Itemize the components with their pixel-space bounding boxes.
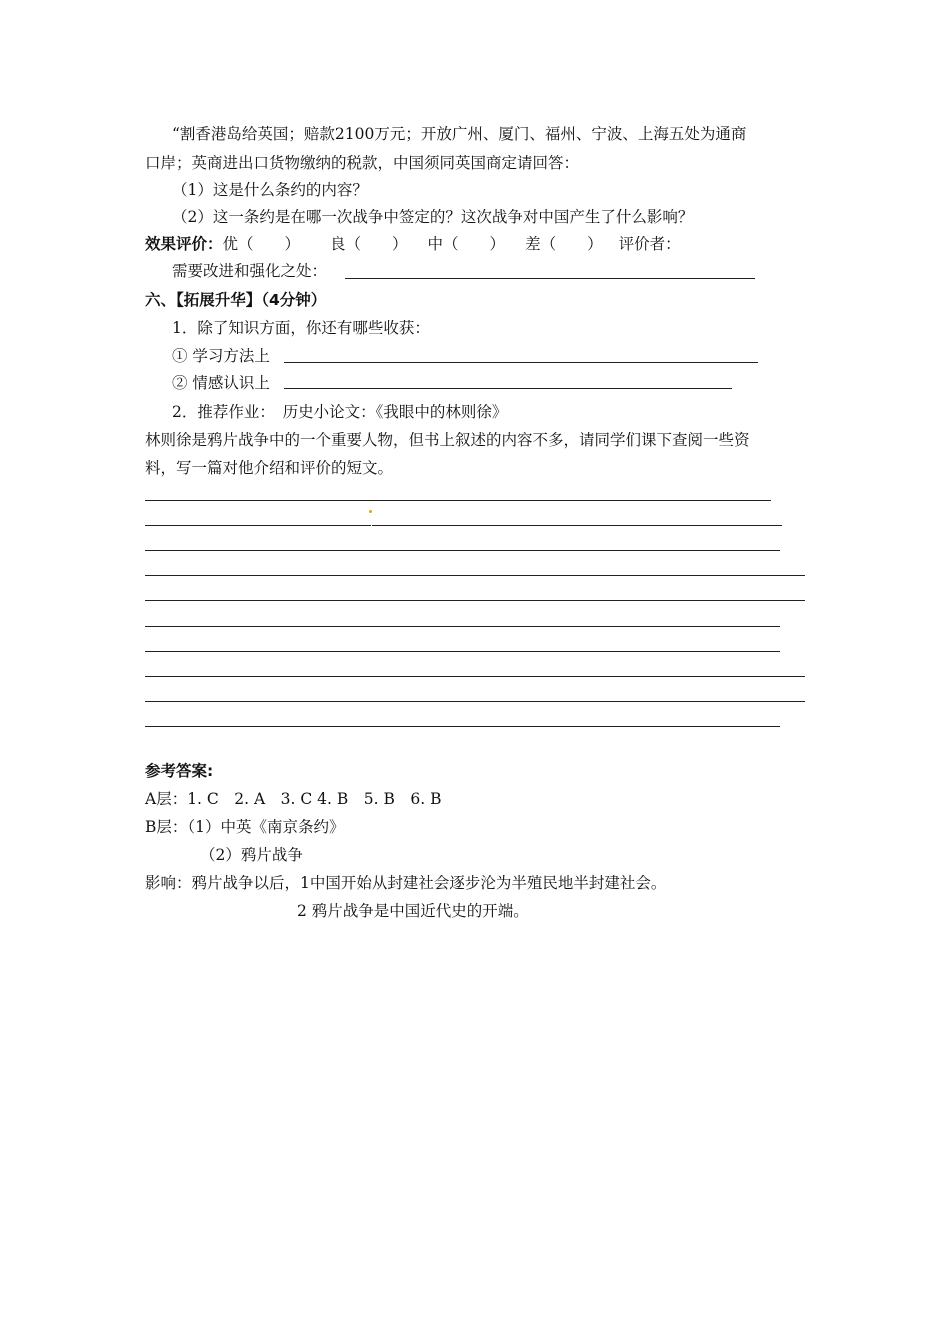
essay-line[interactable] <box>145 575 805 576</box>
emotion-label: ② 情感认识上 <box>172 374 270 392</box>
emotion-answer-line[interactable] <box>284 388 732 389</box>
answers-impact-1: 影响：鸦片战争以后，1中国开始从封建社会逐步沦为半殖民地半封建社会。 <box>145 874 667 892</box>
section6-item2: 2．推荐作业： 历史小论文：《我眼中的林则徐》 <box>172 403 508 421</box>
passage-quote-line1: “割香港岛给英国；赔款2100万元；开放广州、厦门、福州、宁波、上海五处为通商 <box>172 125 747 143</box>
method-label: ① 学习方法上 <box>172 347 270 365</box>
essay-line[interactable] <box>145 500 771 501</box>
answers-b-level-1: B层：（1）中英《南京条约》 <box>145 818 345 836</box>
essay-line[interactable] <box>145 701 805 702</box>
passage-quote-line2: 口岸；英商进出口货物缴纳的税款，中国须同英国商定请回答： <box>145 154 580 172</box>
essay-line[interactable] <box>145 651 780 652</box>
method-answer-line[interactable] <box>284 362 758 363</box>
evaluation-row <box>145 234 681 254</box>
rating-good: 良（ ） <box>330 235 408 253</box>
essay-description-line2: 料，写一篇对他介绍和评价的短文。 <box>145 459 394 477</box>
answers-heading: 参考答案: <box>145 762 214 780</box>
essay-line[interactable] <box>145 726 780 727</box>
section6-heading: 六、【拓展升华】（4分钟） <box>145 291 327 309</box>
rating-medium: 中（ ） <box>427 235 506 253</box>
question-2: （2）这一条约是在哪一次战争中签定的？这次战争对中国产生了什么影响？ <box>172 208 694 226</box>
answers-a-level: A层：1. C 2. A 3. C 4. B 5. B 6. B <box>145 790 442 808</box>
answers-b-level-2: （2）鸦片战争 <box>200 846 303 864</box>
rating-excellent: 优（ ） <box>222 235 301 253</box>
section6-item1: 1．除了知识方面，你还有哪些收获： <box>172 319 430 337</box>
evaluation-label: 效果评价： <box>145 235 223 253</box>
essay-line[interactable] <box>372 525 782 526</box>
essay-line[interactable] <box>145 600 805 601</box>
essay-description-line1: 林则徐是鸦片战争中的一个重要人物，但书上叙述的内容不多，请同学们课下查阅一些资 <box>145 431 750 449</box>
improve-answer-line[interactable] <box>345 278 755 279</box>
improve-label: 需要改进和强化之处： <box>172 262 328 280</box>
orange-dot-mark <box>369 510 372 513</box>
evaluator-label: 评价者： <box>618 235 681 253</box>
question-1: （1）这是什么条约的内容？ <box>172 181 368 199</box>
essay-line[interactable] <box>145 676 805 677</box>
answers-impact-2: 2 鸦片战争是中国近代史的开端。 <box>297 902 529 920</box>
essay-line[interactable] <box>145 525 371 526</box>
essay-line[interactable] <box>145 550 780 551</box>
rating-poor: 差（ ） <box>525 235 603 253</box>
essay-line[interactable] <box>145 626 780 627</box>
